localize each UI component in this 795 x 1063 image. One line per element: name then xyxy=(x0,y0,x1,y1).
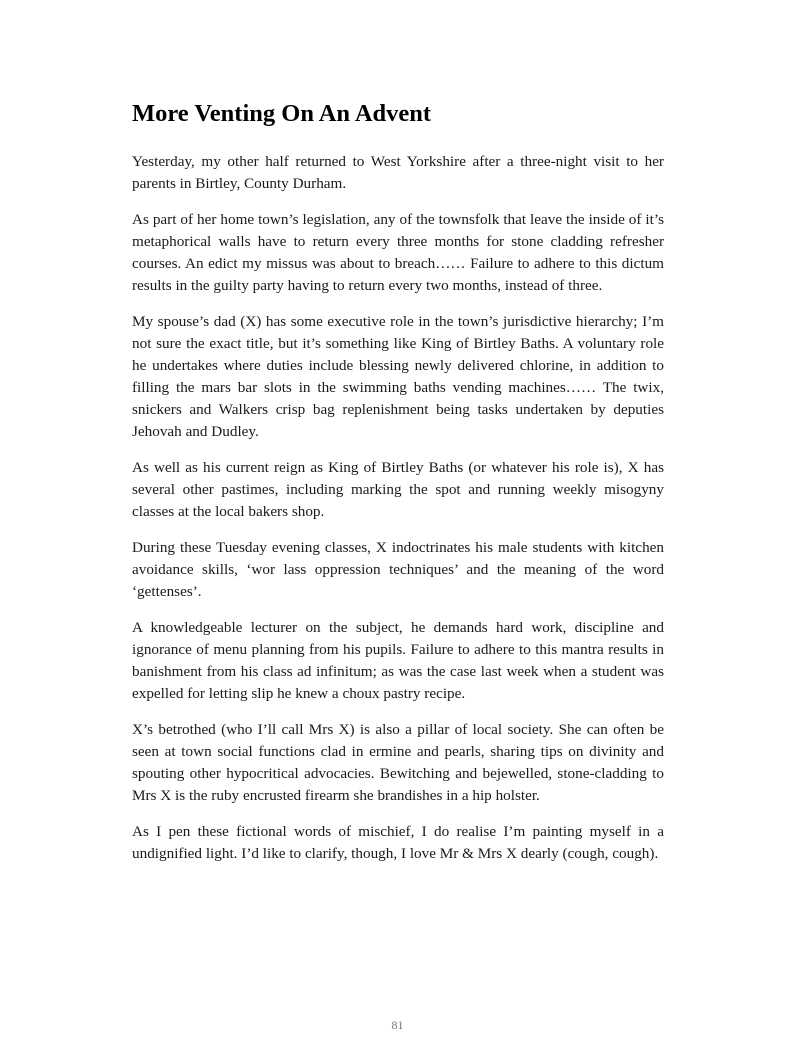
paragraph-3: My spouse’s dad (X) has some executive role in the town’s jurisdictive hierarchy; I’m not sure the exact title, but it’s something like King of Birtley Baths. A voluntary role he undertakes where duties include blessing newly delivered chlorine, in addition to filling the mars bar slots in the swimming baths vending machines…… The twix, snickers and Walkers crisp bag replenishment being tasks undertaken by deputies Jehovah and Dudley. xyxy=(132,313,664,440)
paragraph-8: As I pen these fictional words of mischief, I do realise I’m painting myself in a undignified light. I’d like to clarify, though, I love Mr & Mrs X dearly (cough, cough). xyxy=(132,823,664,862)
page-body xyxy=(132,98,664,879)
page-number: 81 xyxy=(391,1018,404,1032)
page-title: More Venting On An Advent xyxy=(132,100,432,127)
paragraph-1: Yesterday, my other half returned to West Yorkshire after a three-night visit to her parents in Birtley, County Durham. xyxy=(132,153,664,192)
paragraph-4: As well as his current reign as King of Birtley Baths (or whatever his role is), X has several other pastimes, including marking the spot and running weekly misogyny classes at the local bakers shop. xyxy=(132,459,664,520)
paragraph-7: X’s betrothed (who I’ll call Mrs X) is also a pillar of local society. She can often be seen at town social functions clad in ermine and pearls, sharing tips on divinity and spouting other hypocritical advocacies. Bewitching and bejewelled, stone-cladding to Mrs X is the ruby encrusted firearm she brandishes in a hip holster. xyxy=(132,721,664,804)
paragraph-5: During these Tuesday evening classes, X indoctrinates his male students with kitchen avoidance skills, ‘wor lass oppression techniques’ and the meaning of the word ‘gettenses’. xyxy=(132,539,664,600)
paragraph-2: As part of her home town’s legislation, any of the townsfolk that leave the inside of it’s metaphorical walls have to return every three months for stone cladding refresher courses. An edict my missus was about to breach…… Failure to adhere to this dictum results in the guilty party having to return every two months, instead of three. xyxy=(132,211,664,294)
paragraph-6: A knowledgeable lecturer on the subject, he demands hard work, discipline and ignorance of menu planning from his pupils. Failure to adhere to this mantra results in banishment from his class ad infinitum; as was the case last week when a student was expelled for letting slip he knew a choux pastry recipe. xyxy=(132,619,664,702)
